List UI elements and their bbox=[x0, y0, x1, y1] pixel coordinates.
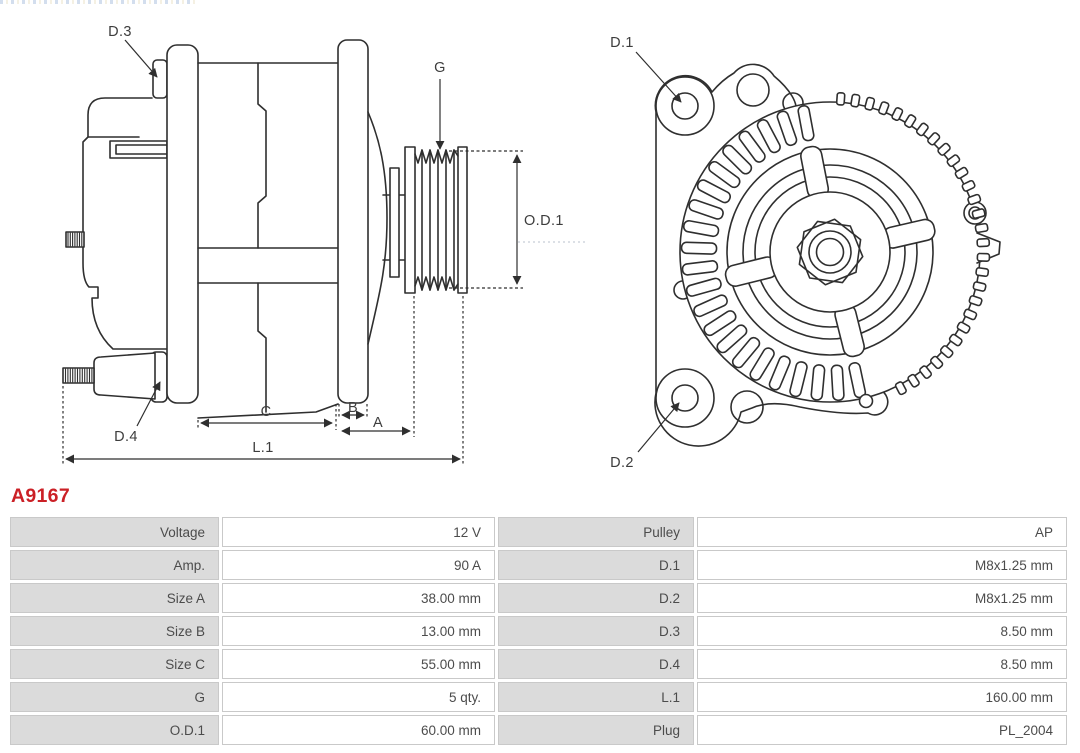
side-view bbox=[63, 40, 467, 418]
spec-value: 90 A bbox=[222, 550, 495, 580]
body-split-lower bbox=[258, 283, 266, 412]
spec-value: 8.50 mm bbox=[697, 616, 1067, 646]
front-flange bbox=[338, 40, 368, 403]
spec-label: Size A bbox=[10, 583, 219, 613]
rear-plug bbox=[94, 353, 155, 399]
spec-value: 13.00 mm bbox=[222, 616, 495, 646]
spec-value: 160.00 mm bbox=[697, 682, 1067, 712]
spec-label: L.1 bbox=[498, 682, 694, 712]
body-split-upper bbox=[258, 63, 266, 248]
spec-label: O.D.1 bbox=[10, 715, 219, 745]
spec-label: Size B bbox=[10, 616, 219, 646]
pulley-groove-lines bbox=[422, 150, 454, 290]
spec-label: Size C bbox=[10, 649, 219, 679]
spec-value: 5 qty. bbox=[222, 682, 495, 712]
spec-label: D.2 bbox=[498, 583, 694, 613]
spec-label: Pulley bbox=[498, 517, 694, 547]
body-lower bbox=[198, 283, 338, 418]
spec-value: 12 V bbox=[222, 517, 495, 547]
spec-value: AP bbox=[697, 517, 1067, 547]
spec-label: D.4 bbox=[498, 649, 694, 679]
spec-value: 38.00 mm bbox=[222, 583, 495, 613]
label-od1: O.D.1 bbox=[524, 213, 564, 229]
part-number: A9167 bbox=[11, 485, 70, 507]
spec-label: D.3 bbox=[498, 616, 694, 646]
label-c: C bbox=[260, 404, 272, 420]
spec-value: 55.00 mm bbox=[222, 649, 495, 679]
stud-top-threads bbox=[68, 233, 82, 246]
spec-value: PL_2004 bbox=[697, 715, 1067, 745]
pulley-left-flange bbox=[405, 147, 415, 293]
front-view bbox=[655, 64, 1000, 446]
body-upper bbox=[198, 63, 338, 248]
spec-label: G bbox=[10, 682, 219, 712]
d3-arrow bbox=[125, 40, 157, 77]
spec-label: Amp. bbox=[10, 550, 219, 580]
terminal-inner bbox=[116, 145, 167, 154]
label-b: B bbox=[347, 400, 359, 416]
front-cone bbox=[368, 112, 387, 344]
label-d1: D.1 bbox=[610, 35, 634, 51]
label-l1: L.1 bbox=[252, 440, 274, 456]
pulley-right-flange bbox=[458, 147, 467, 293]
label-d4: D.4 bbox=[114, 429, 138, 445]
spec-label: Plug bbox=[498, 715, 694, 745]
spec-label: Voltage bbox=[10, 517, 219, 547]
spec-label: D.1 bbox=[498, 550, 694, 580]
shaft-spacer bbox=[390, 168, 399, 277]
label-d2: D.2 bbox=[610, 455, 634, 471]
hub-circle bbox=[770, 192, 890, 312]
foot-hole bbox=[860, 395, 873, 408]
label-a: A bbox=[372, 415, 384, 431]
spec-value: M8x1.25 mm bbox=[697, 550, 1067, 580]
spec-table bbox=[10, 517, 1067, 745]
spec-value: 60.00 mm bbox=[222, 715, 495, 745]
rear-top-boss bbox=[153, 60, 167, 98]
rear-housing bbox=[83, 98, 167, 349]
spec-value: 8.50 mm bbox=[697, 649, 1067, 679]
label-g: G bbox=[434, 60, 446, 76]
label-d3: D.3 bbox=[108, 24, 132, 40]
spec-value: M8x1.25 mm bbox=[697, 583, 1067, 613]
rear-flange bbox=[167, 45, 198, 403]
